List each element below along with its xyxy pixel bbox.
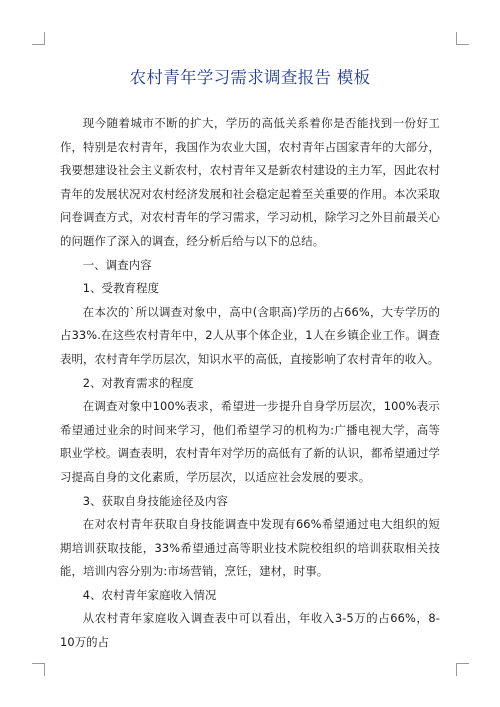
document-title: 农村青年学习需求调查报告 模板 xyxy=(129,68,371,87)
crop-mark-top-left xyxy=(32,32,45,45)
subsection-heading: 1、受教育程度 xyxy=(82,281,160,296)
section-heading: 一、调查内容 xyxy=(82,257,152,272)
body-paragraph: 在调查对象中100%表求，希望进一步提升自身学历层次，100%表示希望通过业余的时间来学习，他们希望学习的机构为:广播电视大学，高等职业学校。调查表明，农村青年对学历的高低有了新的认识，都希望通过学习提高自身的文化素质，学历层次，以适应社会发展的要求。 xyxy=(60,399,440,484)
body-paragraph: 在本次的`所以调查对象中，高中(含职高)学历的占66%，大专学历的占33%.在这些农村青年中，2人从事个体企业，1人在乡镇企业工作。调查表明，农村青年学历层次，知识水平的高低，直接影响了农村青年的收入。 xyxy=(60,304,440,366)
subsection-heading: 2、对教育需求的程度 xyxy=(82,375,194,390)
body-paragraph: 在对农村青年获取自身技能调查中发现有66%希望通过电大组织的短期培训获取技能，33%希望通过高等职业技术院校组织的培训获取相关技能，培训内容分别为:市场营销，烹饪，建材，时事。 xyxy=(60,517,440,579)
subsection-heading: 4、农村青年家庭收入情况 xyxy=(82,587,217,602)
document-body xyxy=(60,112,440,655)
crop-mark-top-right xyxy=(456,32,469,45)
intro-paragraph: 现今随着城市不断的扩大，学历的高低关系着你是否能找到一份好工作，特别是农村青年，我国作为农业大国，农村青年占国家青年的大部分，我要想建设社会主义新农村，农村青年又是新农村建设的主力军，因此农村青年的发展状况对农村经济发展和社会稳定起着至关重要的作用。本次采取问卷调查方式，对农村青年的学习需求，学习动机，除学习之外目前最关心的问题作了深入的调查，经分析后给与以下的总结。 xyxy=(60,116,440,248)
crop-mark-bottom-right xyxy=(456,663,469,676)
crop-mark-bottom-left xyxy=(32,663,45,676)
subsection-heading: 3、获取自身技能途径及内容 xyxy=(82,493,229,508)
body-paragraph: 从农村青年家庭收入调查表中可以看出，年收入3-5万的占66%，8-10万的占 xyxy=(60,611,440,650)
